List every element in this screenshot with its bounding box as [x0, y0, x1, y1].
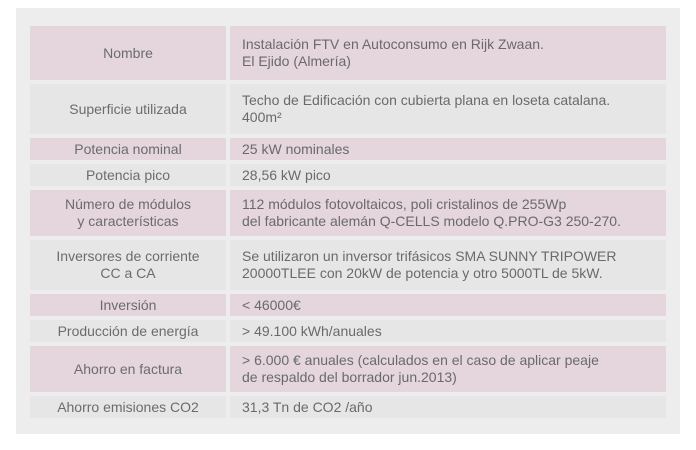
table-row-inversion: [30, 294, 666, 316]
row-value: 25 kW nominales: [230, 138, 666, 160]
row-label: Número de módulos y características: [30, 190, 226, 236]
table-row-superficie: [30, 84, 666, 134]
row-label: Ahorro emisiones CO2: [30, 396, 226, 418]
row-value: 31,3 Tn de CO2 /año: [230, 396, 666, 418]
row-value: Se utilizaron un inversor trifásicos SMA SUNNY TRIPOWER 20000TLEE con 20kW de potencia y otro 5000TL de 5kW.: [230, 240, 666, 290]
row-label: Inversores de corriente CC a CA: [30, 240, 226, 290]
row-label: Inversión: [30, 294, 226, 316]
row-label: Producción de energía: [30, 320, 226, 342]
spec-table: [30, 22, 666, 422]
table-row-inversores: [30, 240, 666, 290]
row-value: > 49.100 kWh/anuales: [230, 320, 666, 342]
row-value: 112 módulos fotovoltaicos, poli cristalinos de 255Wp del fabricante alemán Q-CELLS modelo Q.PRO-G3 250-270.: [230, 190, 666, 236]
table-row-potencia-pico: [30, 164, 666, 186]
row-value: 28,56 kW pico: [230, 164, 666, 186]
table-row-potencia-nominal: [30, 138, 666, 160]
row-value: > 6.000 € anuales (calculados en el caso de aplicar peaje de respaldo del borrador jun.2013): [230, 346, 666, 392]
table-row-ahorro-factura: [30, 346, 666, 392]
row-value: Instalación FTV en Autoconsumo en Rijk Zwaan. El Ejido (Almería): [230, 26, 666, 80]
table-row-modulos: [30, 190, 666, 236]
row-value: Techo de Edificación con cubierta plana en loseta catalana. 400m²: [230, 84, 666, 134]
table-row-produccion: [30, 320, 666, 342]
row-label: Nombre: [30, 26, 226, 80]
table-row-ahorro-emisiones: [30, 396, 666, 418]
row-label: Ahorro en factura: [30, 346, 226, 392]
row-value: < 46000€: [230, 294, 666, 316]
row-label: Superficie utilizada: [30, 84, 226, 134]
table-row-nombre: [30, 26, 666, 80]
row-label: Potencia pico: [30, 164, 226, 186]
row-label: Potencia nominal: [30, 138, 226, 160]
spec-table-panel: [16, 8, 680, 434]
